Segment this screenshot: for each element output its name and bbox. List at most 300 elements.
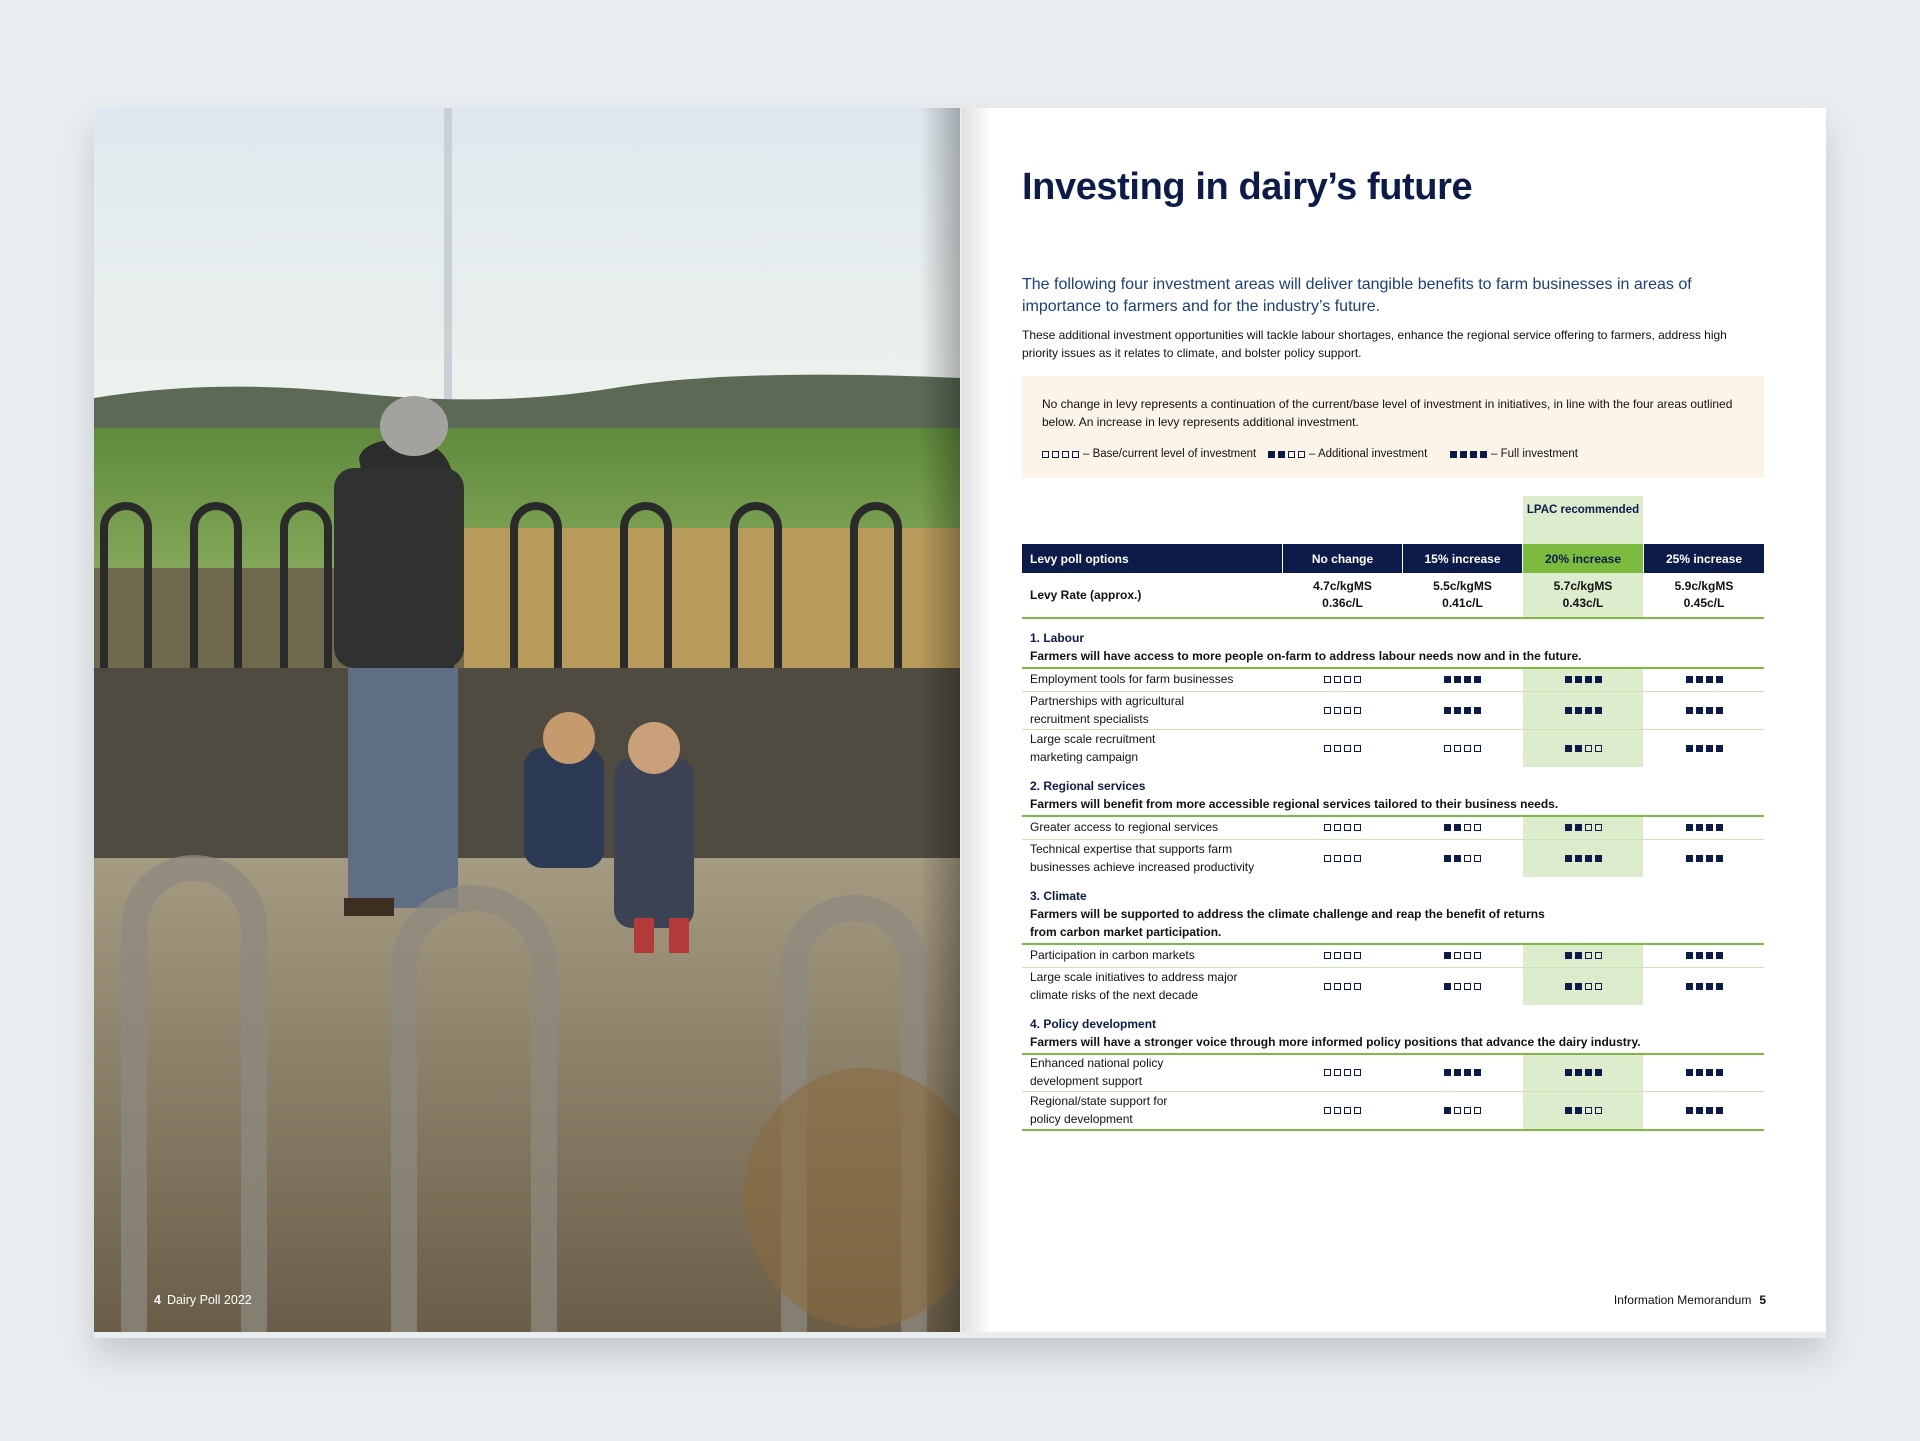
empty-square-icon [1324, 855, 1331, 862]
filled-square-icon [1686, 1069, 1693, 1076]
filled-square-icon [1706, 824, 1713, 831]
investment-level-icon [1565, 983, 1602, 990]
investment-level-icon [1042, 451, 1079, 458]
investment-level-cell [1523, 691, 1643, 729]
investment-level-icon [1324, 745, 1361, 752]
investment-level-cell [1403, 943, 1522, 967]
empty-square-icon [1344, 824, 1351, 831]
empty-square-icon [1324, 745, 1331, 752]
note-text: No change in levy represents a continuation of the current/base level of investment in initiatives, in line with the four areas outlined below. An increase in levy represents additional investment. [1042, 397, 1733, 429]
investment-level-icon [1565, 707, 1602, 714]
empty-square-icon [1042, 451, 1049, 458]
investment-level-cell [1283, 943, 1402, 967]
filled-square-icon [1686, 824, 1693, 831]
filled-square-icon [1706, 707, 1713, 714]
investment-level-icon [1444, 983, 1481, 990]
filled-square-icon [1706, 952, 1713, 959]
right-page-number: 5 [1759, 1293, 1766, 1307]
legend-item [1450, 448, 1578, 460]
filled-square-icon [1464, 1069, 1471, 1076]
empty-square-icon [1334, 676, 1341, 683]
filled-square-icon [1454, 676, 1461, 683]
investment-level-icon [1324, 824, 1361, 831]
filled-square-icon [1460, 451, 1467, 458]
investment-level-icon [1444, 676, 1481, 683]
empty-square-icon [1344, 707, 1351, 714]
empty-square-icon [1324, 1069, 1331, 1076]
filled-square-icon [1464, 676, 1471, 683]
filled-square-icon [1575, 983, 1582, 990]
empty-square-icon [1344, 676, 1351, 683]
investment-level-cell [1523, 1053, 1643, 1091]
initiative-label: Regional/state support for policy development [1030, 1094, 1168, 1126]
investment-level-icon [1565, 855, 1602, 862]
filled-square-icon [1686, 952, 1693, 959]
investment-level-cell [1644, 1053, 1764, 1091]
filled-square-icon [1595, 855, 1602, 862]
empty-square-icon [1595, 745, 1602, 752]
table-row [1022, 667, 1764, 692]
filled-square-icon [1575, 1107, 1582, 1114]
empty-square-icon [1454, 1107, 1461, 1114]
empty-square-icon [1344, 1069, 1351, 1076]
filled-square-icon [1696, 1069, 1703, 1076]
empty-square-icon [1454, 952, 1461, 959]
table-row [1022, 691, 1764, 730]
right-folio-title: Information Memorandum [1613, 1293, 1752, 1307]
lpac-recommended-label: LPAC recommended [1526, 504, 1640, 516]
investment-level-icon [1444, 855, 1481, 862]
empty-square-icon [1595, 983, 1602, 990]
filled-square-icon [1575, 676, 1582, 683]
filled-square-icon [1575, 745, 1582, 752]
left-folio [154, 1293, 252, 1307]
rate-kgms: 5.9c/kgMS [1674, 579, 1734, 593]
investment-level-icon [1324, 1107, 1361, 1114]
investment-level-cell [1403, 1053, 1522, 1091]
investment-level-cell [1644, 691, 1764, 729]
investment-level-icon [1565, 676, 1602, 683]
legend-label: – Additional investment [1309, 448, 1428, 460]
empty-square-icon [1354, 952, 1361, 959]
empty-square-icon [1444, 745, 1451, 752]
empty-square-icon [1354, 824, 1361, 831]
empty-square-icon [1344, 952, 1351, 959]
table-row [1022, 729, 1764, 769]
empty-square-icon [1324, 983, 1331, 990]
farm-photo [94, 108, 960, 1332]
filled-square-icon [1575, 1069, 1582, 1076]
filled-square-icon [1716, 707, 1723, 714]
investment-level-icon [1444, 745, 1481, 752]
investment-level-cell [1644, 967, 1764, 1005]
left-folio-title: Dairy Poll 2022 [166, 1293, 252, 1307]
investment-level-cell [1403, 815, 1522, 839]
investment-level-icon [1444, 1107, 1481, 1114]
header-cell: No change [1283, 544, 1402, 573]
section-title: 4. Policy development [1030, 1017, 1157, 1031]
investment-level-icon [1565, 824, 1602, 831]
empty-square-icon [1474, 952, 1481, 959]
filled-square-icon [1706, 855, 1713, 862]
filled-square-icon [1454, 1069, 1461, 1076]
filled-square-icon [1565, 1069, 1572, 1076]
legend-label: – Full investment [1491, 448, 1578, 460]
empty-square-icon [1595, 824, 1602, 831]
investment-level-cell [1523, 1091, 1643, 1129]
rate-litre: 0.45c/L [1683, 596, 1725, 610]
filled-square-icon [1706, 983, 1713, 990]
empty-square-icon [1334, 855, 1341, 862]
filled-square-icon [1565, 824, 1572, 831]
rate-litre: 0.36c/L [1322, 596, 1363, 610]
gutter-shadow [962, 108, 992, 1332]
empty-square-icon [1454, 983, 1461, 990]
investment-level-icon [1686, 1107, 1723, 1114]
empty-square-icon [1344, 745, 1351, 752]
filled-square-icon [1696, 855, 1703, 862]
investment-level-icon [1444, 707, 1481, 714]
section-header-row [1022, 619, 1764, 669]
investment-level-cell [1283, 839, 1402, 877]
empty-square-icon [1464, 824, 1471, 831]
empty-square-icon [1474, 1107, 1481, 1114]
investment-level-cell [1403, 839, 1522, 877]
filled-square-icon [1706, 1069, 1713, 1076]
filled-square-icon [1686, 745, 1693, 752]
investment-level-cell [1523, 967, 1643, 1005]
investment-level-cell [1283, 1053, 1402, 1091]
table-row [1022, 839, 1764, 879]
investment-level-icon [1565, 1069, 1602, 1076]
filled-square-icon [1716, 1107, 1723, 1114]
rate-litre: 0.41c/L [1442, 596, 1483, 610]
filled-square-icon [1706, 676, 1713, 683]
header-cell: 25% increase [1644, 544, 1764, 573]
filled-square-icon [1575, 824, 1582, 831]
legend-item [1268, 448, 1427, 460]
filled-square-icon [1595, 707, 1602, 714]
investment-level-cell [1403, 691, 1522, 729]
investment-level-cell [1644, 667, 1764, 691]
filled-square-icon [1585, 676, 1592, 683]
investment-level-cell [1403, 1091, 1522, 1129]
investment-level-icon [1686, 676, 1723, 683]
empty-square-icon [1464, 952, 1471, 959]
filled-square-icon [1716, 855, 1723, 862]
empty-square-icon [1464, 855, 1471, 862]
filled-square-icon [1565, 952, 1572, 959]
filled-square-icon [1444, 983, 1451, 990]
empty-square-icon [1454, 745, 1461, 752]
empty-square-icon [1324, 952, 1331, 959]
empty-square-icon [1052, 451, 1059, 458]
filled-square-icon [1278, 451, 1285, 458]
filled-square-icon [1716, 1069, 1723, 1076]
investment-level-icon [1686, 745, 1723, 752]
lead-paragraph: The following four investment areas will deliver tangible benefits to farm businesses in areas of importance to farmers and for the industry’s future. [1022, 276, 1692, 315]
rate-cell [1644, 573, 1764, 617]
filled-square-icon [1444, 676, 1451, 683]
filled-square-icon [1444, 707, 1451, 714]
filled-square-icon [1575, 855, 1582, 862]
filled-square-icon [1454, 855, 1461, 862]
filled-square-icon [1696, 676, 1703, 683]
initiative-label: Partnerships with agricultural recruitment specialists [1030, 694, 1185, 726]
empty-square-icon [1344, 983, 1351, 990]
filled-square-icon [1268, 451, 1275, 458]
investment-level-icon [1324, 855, 1361, 862]
table-row [1022, 1053, 1764, 1092]
right-page [962, 108, 1826, 1332]
empty-square-icon [1324, 824, 1331, 831]
investment-level-cell [1283, 667, 1402, 691]
section-title: 3. Climate [1030, 889, 1087, 903]
rate-kgms: 5.7c/kgMS [1553, 579, 1613, 593]
investment-level-icon [1444, 824, 1481, 831]
filled-square-icon [1585, 707, 1592, 714]
investment-level-cell [1283, 691, 1402, 729]
table-row [1022, 967, 1764, 1007]
empty-square-icon [1334, 707, 1341, 714]
filled-square-icon [1450, 451, 1457, 458]
empty-square-icon [1344, 1107, 1351, 1114]
investment-level-icon [1686, 1069, 1723, 1076]
page-title: Investing in dairy’s future [1022, 166, 1473, 208]
empty-square-icon [1354, 1069, 1361, 1076]
filled-square-icon [1595, 676, 1602, 683]
investment-level-cell [1644, 815, 1764, 839]
investment-level-cell [1523, 943, 1643, 967]
empty-square-icon [1354, 676, 1361, 683]
investment-level-icon [1324, 952, 1361, 959]
filled-square-icon [1470, 451, 1477, 458]
filled-square-icon [1474, 1069, 1481, 1076]
rate-kgms: 5.5c/kgMS [1433, 579, 1492, 593]
initiative-label: Large scale recruitment marketing campaign [1030, 732, 1156, 764]
table-row [1022, 943, 1764, 968]
filled-square-icon [1686, 707, 1693, 714]
empty-square-icon [1585, 952, 1592, 959]
filled-square-icon [1686, 1107, 1693, 1114]
table-header-row [1022, 544, 1764, 573]
investment-level-icon [1324, 983, 1361, 990]
rate-kgms: 4.7c/kgMS [1313, 579, 1372, 593]
empty-square-icon [1585, 1107, 1592, 1114]
table-row [1022, 1091, 1764, 1131]
empty-square-icon [1072, 451, 1079, 458]
empty-square-icon [1354, 745, 1361, 752]
empty-square-icon [1354, 1107, 1361, 1114]
investment-level-cell [1523, 839, 1643, 877]
empty-square-icon [1595, 952, 1602, 959]
section-header-row [1022, 767, 1764, 817]
filled-square-icon [1585, 855, 1592, 862]
rate-cell [1403, 573, 1522, 617]
initiative-label: Greater access to regional services [1030, 820, 1219, 834]
header-cell: 20% increase [1523, 544, 1643, 573]
investment-level-icon [1268, 451, 1305, 458]
body-paragraph: These additional investment opportunities will tackle labour shortages, enhance the regional service offering to farmers, address high priority issues as it relates to climate, and bolster policy support. [1022, 328, 1727, 360]
table-row [1022, 815, 1764, 840]
filled-square-icon [1686, 676, 1693, 683]
empty-square-icon [1324, 1107, 1331, 1114]
levy-rate-row [1022, 573, 1764, 619]
filled-square-icon [1565, 983, 1572, 990]
filled-square-icon [1444, 952, 1451, 959]
empty-square-icon [1585, 824, 1592, 831]
investment-level-cell [1644, 1091, 1764, 1129]
empty-square-icon [1474, 855, 1481, 862]
investment-level-icon [1686, 952, 1723, 959]
filled-square-icon [1444, 824, 1451, 831]
filled-square-icon [1595, 1069, 1602, 1076]
filled-square-icon [1575, 952, 1582, 959]
investment-level-icon [1565, 952, 1602, 959]
filled-square-icon [1696, 983, 1703, 990]
empty-square-icon [1464, 745, 1471, 752]
initiative-label: Technical expertise that supports farm businesses achieve increased productivity [1030, 842, 1255, 874]
investment-note-box [1022, 376, 1764, 478]
investment-level-icon [1565, 745, 1602, 752]
empty-square-icon [1334, 824, 1341, 831]
empty-square-icon [1585, 745, 1592, 752]
filled-square-icon [1474, 707, 1481, 714]
filled-square-icon [1706, 1107, 1713, 1114]
empty-square-icon [1344, 855, 1351, 862]
filled-square-icon [1454, 707, 1461, 714]
filled-square-icon [1444, 1069, 1451, 1076]
empty-square-icon [1324, 707, 1331, 714]
investment-level-icon [1686, 855, 1723, 862]
filled-square-icon [1706, 745, 1713, 752]
header-cell: Levy poll options [1022, 544, 1282, 573]
investment-level-cell [1644, 839, 1764, 877]
header-cell: 15% increase [1403, 544, 1522, 573]
investment-level-icon [1444, 952, 1481, 959]
empty-square-icon [1334, 983, 1341, 990]
filled-square-icon [1716, 745, 1723, 752]
filled-square-icon [1565, 855, 1572, 862]
filled-square-icon [1575, 707, 1582, 714]
investment-level-cell [1644, 943, 1764, 967]
empty-square-icon [1585, 983, 1592, 990]
investment-level-icon [1686, 983, 1723, 990]
filled-square-icon [1716, 983, 1723, 990]
investment-level-cell [1403, 667, 1522, 691]
investment-level-cell [1283, 1091, 1402, 1129]
investment-level-icon [1450, 451, 1487, 458]
empty-square-icon [1062, 451, 1069, 458]
initiative-label: Enhanced national policy development support [1030, 1056, 1164, 1088]
filled-square-icon [1716, 824, 1723, 831]
section-description: Farmers will have access to more people on-farm to address labour needs now and in the future. [1030, 649, 1582, 663]
left-page [94, 108, 960, 1332]
rate-label: Levy Rate (approx.) [1030, 587, 1142, 602]
investment-level-cell [1523, 667, 1643, 691]
left-page-number: 4 [154, 1293, 161, 1307]
empty-square-icon [1354, 855, 1361, 862]
filled-square-icon [1716, 676, 1723, 683]
empty-square-icon [1334, 1107, 1341, 1114]
filled-square-icon [1565, 707, 1572, 714]
section-header-row [1022, 877, 1764, 945]
empty-square-icon [1354, 707, 1361, 714]
filled-square-icon [1696, 707, 1703, 714]
investment-level-icon [1324, 1069, 1361, 1076]
initiative-label: Employment tools for farm businesses [1030, 672, 1234, 686]
empty-square-icon [1464, 1107, 1471, 1114]
gutter-shadow [920, 108, 960, 1332]
empty-square-icon [1334, 952, 1341, 959]
filled-square-icon [1696, 745, 1703, 752]
filled-square-icon [1696, 824, 1703, 831]
empty-square-icon [1464, 983, 1471, 990]
investment-level-icon [1686, 707, 1723, 714]
investment-level-icon [1686, 824, 1723, 831]
section-description: Farmers will have a stronger voice through more informed policy positions that advance the dairy industry. [1030, 1035, 1641, 1049]
legend [1042, 448, 1762, 466]
empty-square-icon [1324, 676, 1331, 683]
rate-litre: 0.43c/L [1562, 596, 1604, 610]
initiative-label: Large scale initiatives to address major climate risks of the next decade [1030, 970, 1238, 1002]
investment-level-icon [1444, 1069, 1481, 1076]
empty-square-icon [1334, 1069, 1341, 1076]
empty-square-icon [1288, 451, 1295, 458]
right-folio [1614, 1293, 1766, 1307]
filled-square-icon [1454, 824, 1461, 831]
filled-square-icon [1696, 1107, 1703, 1114]
rate-cell [1523, 573, 1643, 617]
filled-square-icon [1716, 952, 1723, 959]
empty-square-icon [1334, 745, 1341, 752]
empty-square-icon [1595, 1107, 1602, 1114]
section-description: Farmers will benefit from more accessible regional services tailored to their business needs. [1030, 797, 1559, 811]
filled-square-icon [1686, 983, 1693, 990]
investment-level-cell [1523, 729, 1643, 767]
filled-square-icon [1474, 676, 1481, 683]
filled-square-icon [1686, 855, 1693, 862]
filled-square-icon [1565, 1107, 1572, 1114]
filled-square-icon [1480, 451, 1487, 458]
investment-level-cell [1644, 729, 1764, 767]
filled-square-icon [1696, 952, 1703, 959]
filled-square-icon [1565, 745, 1572, 752]
investment-level-cell [1283, 729, 1402, 767]
empty-square-icon [1298, 451, 1305, 458]
investment-level-cell [1403, 729, 1522, 767]
investment-level-icon [1324, 676, 1361, 683]
empty-square-icon [1474, 745, 1481, 752]
investment-level-cell [1283, 967, 1402, 1005]
investment-level-cell [1283, 815, 1402, 839]
empty-square-icon [1474, 983, 1481, 990]
section-title: 1. Labour [1030, 631, 1085, 645]
legend-item [1042, 448, 1256, 460]
filled-square-icon [1444, 855, 1451, 862]
empty-square-icon [1354, 983, 1361, 990]
section-title: 2. Regional services [1030, 779, 1146, 793]
investment-level-icon [1324, 707, 1361, 714]
filled-square-icon [1565, 676, 1572, 683]
investment-level-cell [1523, 815, 1643, 839]
empty-square-icon [1474, 824, 1481, 831]
section-description: Farmers will be supported to address the climate challenge and reap the benefit of returns from carbon market participation. [1030, 907, 1545, 939]
rate-cell [1283, 573, 1402, 617]
initiative-label: Participation in carbon markets [1030, 948, 1195, 962]
investment-level-cell [1403, 967, 1522, 1005]
filled-square-icon [1444, 1107, 1451, 1114]
